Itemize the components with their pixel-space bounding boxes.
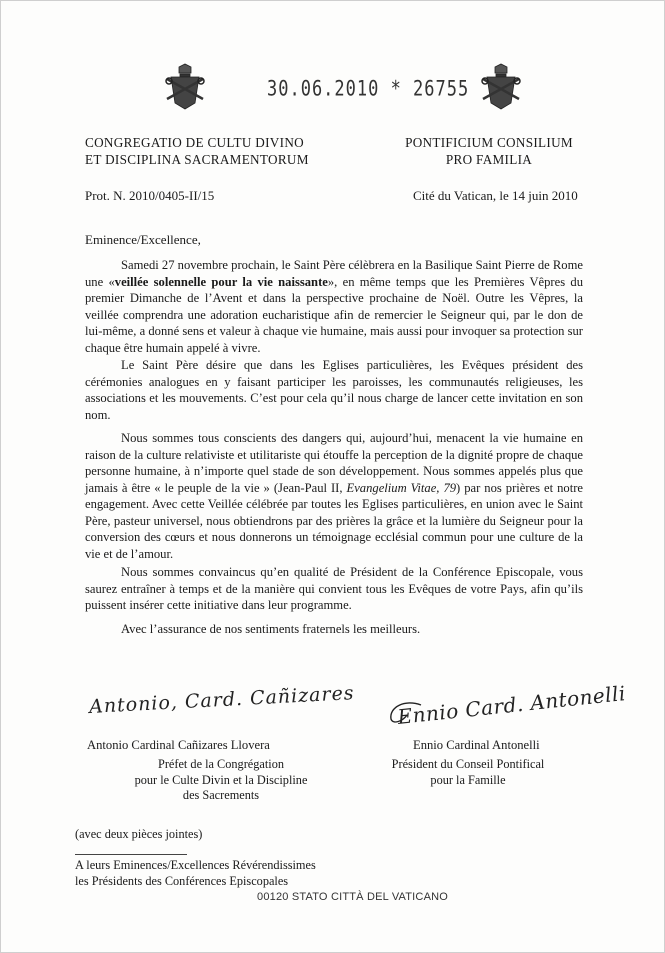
sender-left-header (85, 134, 309, 168)
text-run: », en même temps que les Premières Vêpres du premier Dimanche de l’Avent et dans la perspective prochaine de Noël. Outre les Vêpres, la veillée comprendra une adoration eucharistique afin de remercier le Seigneur qui, par le don de lui-même, a donné sens et valeur à chaque vie humaine, mais aussi pour invoquer sa protection sur chaque être humain appelé à vivre. (85, 274, 583, 355)
closing-paragraph: Avec l’assurance de nos sentiments fraternels les meilleurs. (121, 622, 421, 636)
signatory-name-right: Ennio Cardinal Antonelli (413, 738, 540, 752)
bold-phrase: veillée solennelle pour la vie naissante (114, 274, 328, 289)
signatory-title-right (389, 757, 547, 788)
header-line: ET DISCIPLINA SACRAMENTORUM (85, 152, 309, 167)
registry-stamp: 30.06.2010 * 26755 (267, 76, 470, 102)
paragraph-1 (85, 257, 583, 356)
sender-right-header (399, 134, 579, 168)
addressee-block (75, 858, 316, 889)
signatory-title-left (121, 757, 321, 804)
coat-of-arms-icon (163, 63, 207, 111)
letter-date: Cité du Vatican, le 14 juin 2010 (413, 188, 578, 203)
coat-of-arms-icon (479, 63, 523, 111)
text-run: Nous sommes tous conscients des dangers qui, aujourd’hui, menacent la vie humaine en raison de la culture relativiste et utilitariste qui étouffe la perception de la dignité propre de chaque personne humaine, à n’importe quel stade de son développement. Nous sommes appelés plus que jamais à être « le peuple de la vie » (Jean-Paul II, (85, 431, 583, 495)
text-run: Samedi 27 novembre prochain, le Saint Père célèbrera en la Basilique Saint Pierre de Rome une « (85, 258, 583, 289)
title-line: pour le Culte Divin et la Discipline (134, 772, 308, 787)
enclosures-note: (avec deux pièces jointes) (75, 827, 203, 841)
addressee-line: A leurs Eminences/Excellences Révérendissimes (75, 858, 316, 872)
paragraph-3 (85, 430, 583, 562)
protocol-number: Prot. N. 2010/0405-II/15 (85, 188, 215, 203)
title-line: des Sacrements (182, 788, 260, 802)
header-line: PONTIFICIUM CONSILIUM (405, 135, 573, 150)
title-line: Préfet de la Congrégation (157, 757, 284, 771)
text-run: ) par nos prières et notre engagement. Avec cette Veillée célébrée par toutes les Eglises particulières, en union avec le Saint Père, pasteur universel, nous obtiendrons par des prières la grâce et la lumière du Seigneur pour la conversion des cœurs et nous donnerons un témoignage ecclésial commun pour une culture de la vie et de l’amour. (85, 480, 583, 561)
handwritten-signature-right: Ennio Card. Antonelli (396, 681, 627, 729)
paragraph-2: Le Saint Père désire que dans les Eglises particulières, les Evêques président des cérémonies analogues en y faisant participer les paroisses, les communautés religieuses, les associations et les mouvements. C’est pour cela qu’il nous charge de lancer cette invitation en son nom. (85, 358, 583, 422)
signatory-name-left: Antonio Cardinal Cañizares Llovera (87, 738, 270, 752)
divider (75, 854, 187, 855)
addressee-line: les Présidents des Conférences Episcopales (75, 873, 289, 888)
italic-citation: Evangelium Vitae, 79 (346, 480, 457, 495)
title-line: pour la Famille (430, 772, 506, 787)
header-line: CONGREGATIO DE CULTU DIVINO (85, 135, 304, 150)
footer-address: 00120 STATO CITTÀ DEL VATICANO (257, 891, 449, 903)
header-line: PRO FAMILIA (445, 152, 533, 167)
salutation: Eminence/Excellence, (85, 232, 201, 247)
handwritten-signature-left: Antonio, Card. Cañizares (88, 682, 356, 718)
title-line: Président du Conseil Pontifical (391, 757, 545, 771)
paragraph-4: Nous sommes convaincus qu’en qualité de Président de la Conférence Episcopale, vous saurez entraîner à temps et de la manière qui convient tous les Evêques de votre Pays, afin qu’ils puissent insérer cette initiative dans leur programme. (85, 565, 583, 612)
